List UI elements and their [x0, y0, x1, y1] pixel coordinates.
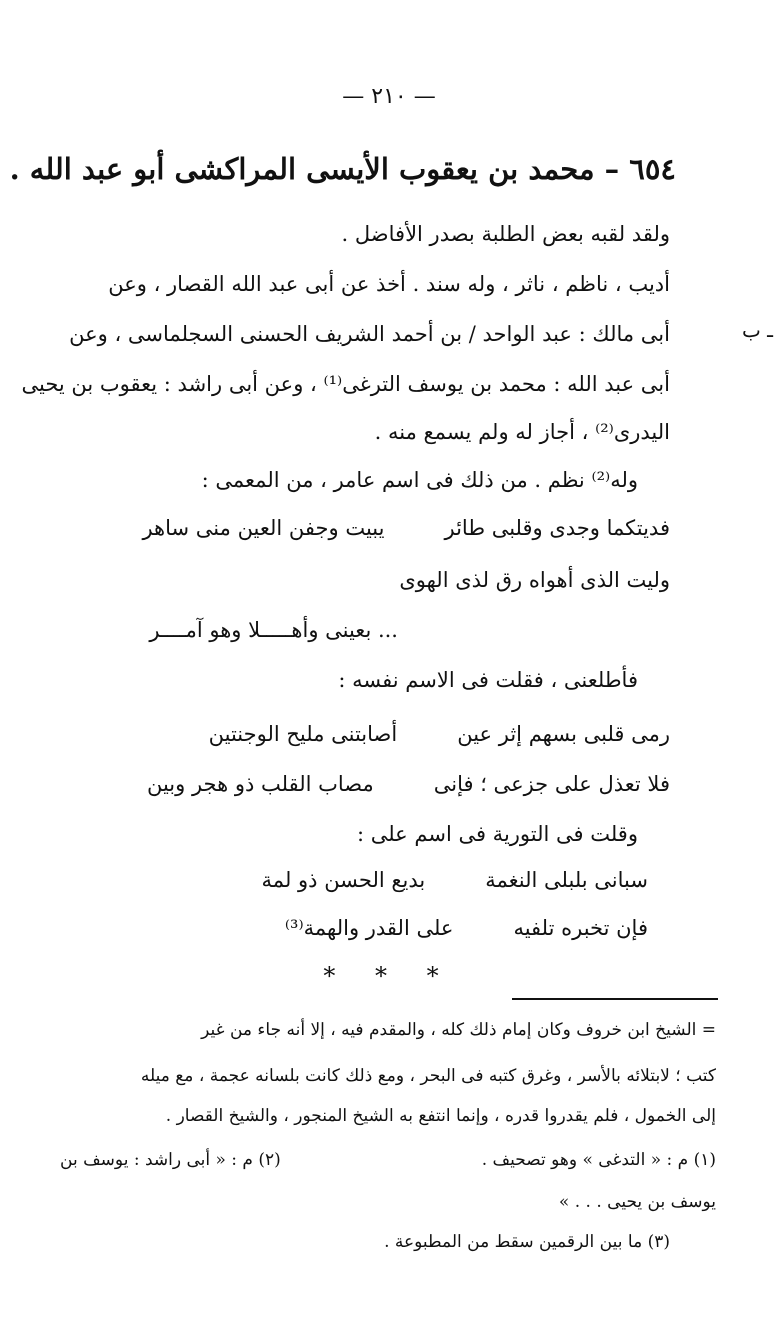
section-separator: * * * [323, 962, 455, 990]
hemistich: بديع الحسن ذو لمة [261, 868, 426, 892]
footnote-line [60, 1150, 716, 1170]
footnote-line: = الشيخ ابن خروف وكان إمام ذلك كله ، والمقدم فيه ، إلا أنه جاء من غير [201, 1020, 716, 1040]
hemistich: فإن تخبره تلفيه [513, 916, 648, 940]
body-line: أبى مالك : عبد الواحد / بن أحمد الشريف الحسنى السجلماسى ، وعن [69, 322, 670, 346]
hemistich: أصابتنى مليح الوجنتين [208, 722, 398, 746]
poem-verse [50, 772, 670, 796]
body-line: وله⁽²⁾ نظم . من ذلك فى اسم عامر ، من المعمى : [201, 468, 638, 492]
poem-verse [50, 516, 670, 540]
footnote-1: (١) م : « التدغى » وهو تصحيف . [481, 1150, 716, 1170]
poem-verse: ... بعينى وأهـــــلا وهو آمــــر [149, 618, 398, 642]
poem-verse: وليت الذى أهواه رق لذى الهوى [399, 568, 670, 592]
hemistich: رمى قلبى بسهم إثر عين [457, 722, 670, 746]
page-number: — ٢١٠ — [342, 84, 436, 109]
footnote-line: يوسف بن يحيى . . . » [558, 1192, 716, 1212]
body-line: فأطلعنى ، فقلت فى الاسم نفسه : [338, 668, 638, 692]
hemistich: على القدر والهمة⁽³⁾ [284, 916, 454, 940]
body-line: أبى عبد الله : محمد بن يوسف الترغى⁽¹⁾ ، وعن أبى راشد : يعقوب بن يحيى [21, 372, 670, 396]
body-line: أديب ، ناظم ، ناثر ، وله سند . أخذ عن أبى عبد الله القصار ، وعن [108, 272, 670, 296]
body-line: اليدرى⁽²⁾ ، أجاز له ولم يسمع منه . [374, 420, 670, 444]
hemistich: سبانى بلبلى النغمة [485, 868, 648, 892]
footnote-2: (٢) م : « أبى راشد : يوسف بن [60, 1150, 281, 1170]
hemistich: فديتكما وجدى وقلبى طائر [444, 516, 670, 540]
hemistich: فلا تعذل على جزعى ؛ فإنى [433, 772, 670, 796]
hemistich: يبيت وجفن العين منى ساهر [142, 516, 385, 540]
footnote-line: كتب ؛ لابتلائه بالأسر ، وغرق كتبه فى البحر ، ومع ذلك كانت بلسانه عجمة ، مع ميله [140, 1066, 716, 1086]
footnote-3: (٣) ما بين الرقمين سقط من المطبوعة . [384, 1232, 670, 1252]
footnote-line: إلى الخمول ، فلم يقدروا قدره ، وإنما انتفع به الشيخ المنجور ، والشيخ القصار . [165, 1106, 716, 1126]
hemistich: مصاب القلب ذو هجر وبين [146, 772, 374, 796]
margin-mark: ـ ب [742, 318, 774, 342]
poem-verse [88, 868, 648, 892]
body-line: وقلت فى التورية فى اسم على : [356, 822, 638, 846]
entry-title: ٦٥٤ – محمد بن يعقوب الأيسى المراكشى أبو عبد الله . [9, 152, 676, 186]
footnote-rule [512, 998, 718, 1000]
body-line: ولقد لقبه بعض الطلبة بصدر الأفاضل . [341, 222, 670, 246]
poem-verse [88, 916, 648, 940]
poem-verse [50, 722, 670, 746]
